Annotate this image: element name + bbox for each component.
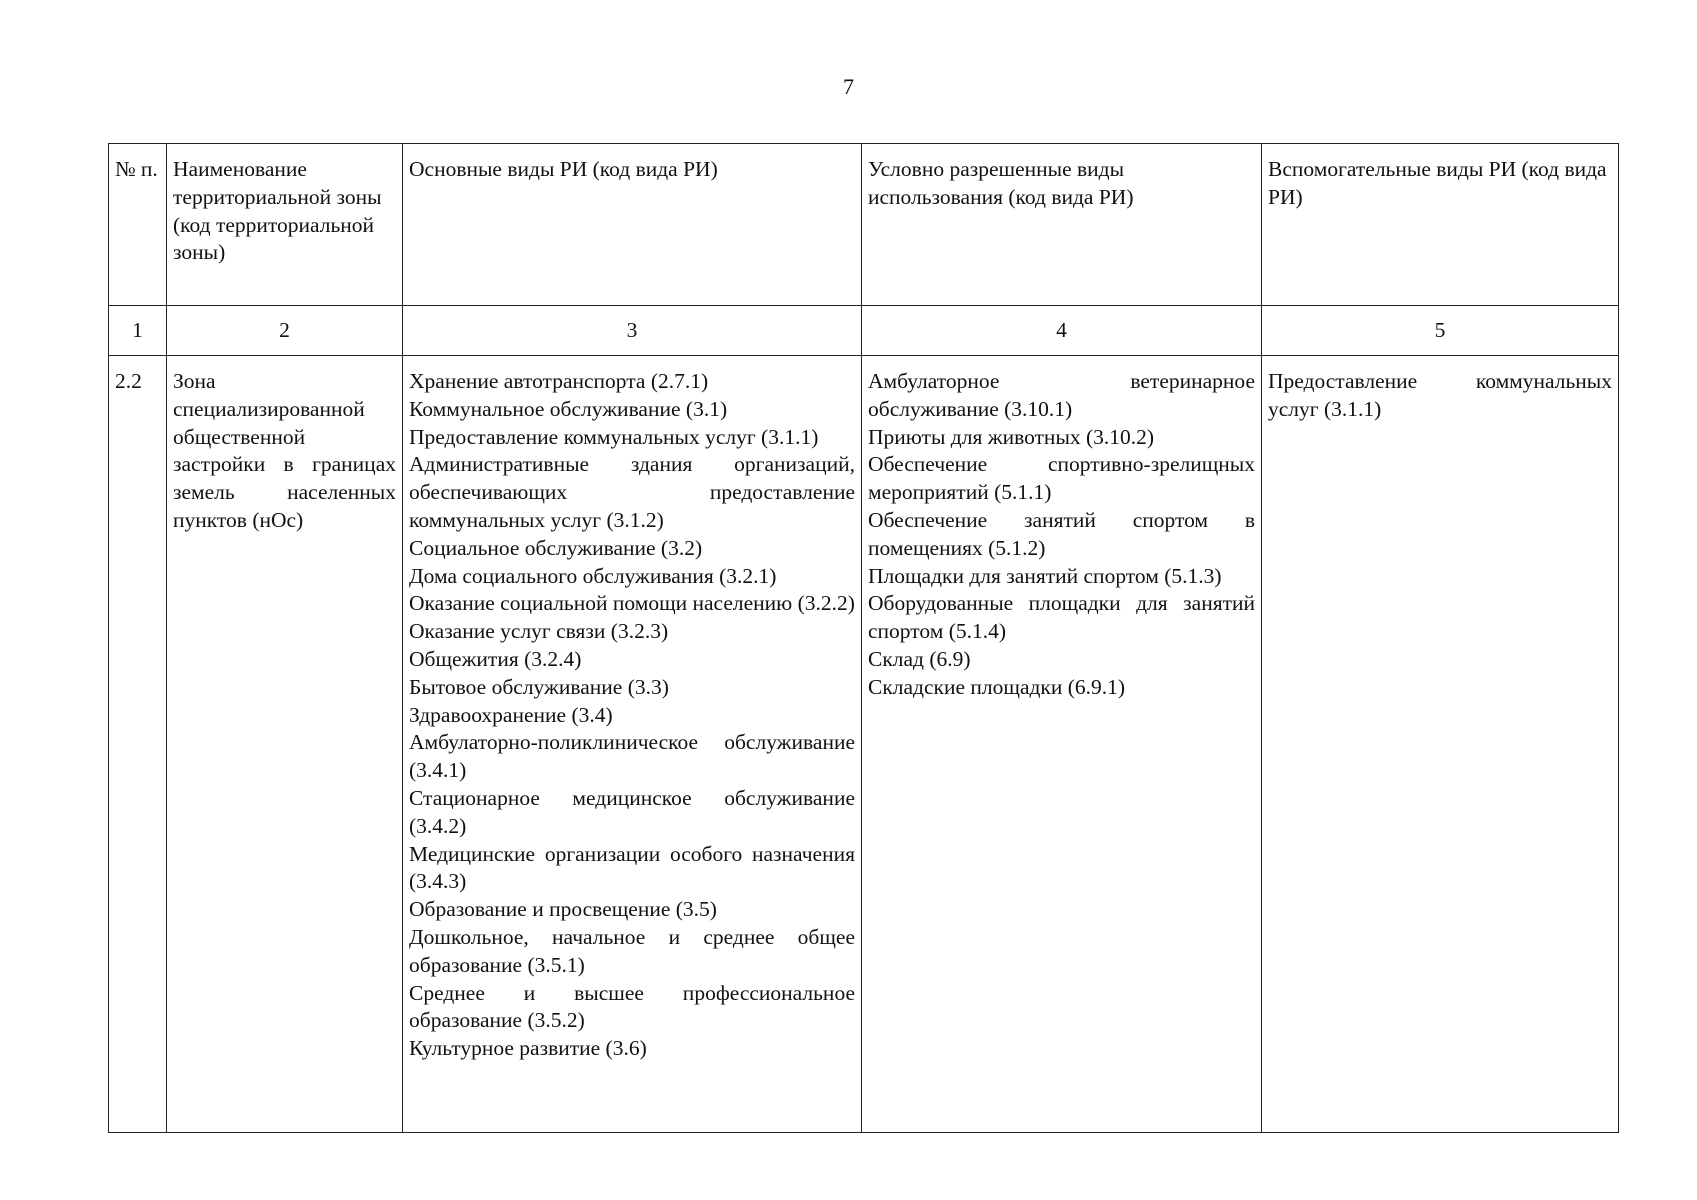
- conditional-use-item: Обеспечение занятий спортом в помещениях (5.1.2): [868, 507, 1255, 560]
- zone-name-cell: [167, 356, 403, 1133]
- column-number: 5: [1262, 306, 1619, 356]
- conditional-use-item: Оборудованные площадки для занятий спортом (5.1.4): [868, 591, 1255, 644]
- main-use-item: Дошкольное, начальное и среднее общее образование (3.5.1): [409, 924, 855, 977]
- main-use-item: Стационарное медицинское обслуживание (3.4.2): [409, 785, 855, 838]
- zoning-table: [108, 143, 1619, 1133]
- row-number: 2.2: [109, 356, 167, 1133]
- auxiliary-uses-cell: [1262, 356, 1619, 1133]
- main-use-item: Оказание социальной помощи населению (3.2.2): [409, 591, 855, 616]
- main-use-item: Образование и просвещение (3.5): [409, 897, 717, 922]
- conditional-use-item: Складские площадки (6.9.1): [868, 674, 1126, 699]
- conditional-use-item: Амбулаторное ветеринарное обслуживание (3.10.1): [868, 369, 1255, 421]
- table-row: [109, 356, 1619, 1133]
- main-use-item: Бытовое обслуживание (3.3): [409, 674, 669, 699]
- conditional-use-item: Склад (6.9): [868, 646, 971, 671]
- main-use-item: Общежития (3.2.4): [409, 646, 582, 671]
- header-zone-name: Наименование территориальной зоны (код территориальной зоны): [167, 144, 403, 306]
- main-use-item: Здравоохранение (3.4): [409, 702, 613, 727]
- column-number: 2: [167, 306, 403, 356]
- table-header-row: [109, 144, 1619, 306]
- header-auxiliary-uses: Вспомогательные виды РИ (код вида РИ): [1262, 144, 1619, 306]
- main-use-item: Административные здания организаций, обеспечивающих предоставление коммунальных услуг (3.1.2): [409, 452, 855, 532]
- conditional-use-item: Приюты для животных (3.10.2): [868, 424, 1155, 449]
- main-use-item: Хранение автотранспорта (2.7.1): [409, 369, 709, 393]
- header-main-uses: Основные виды РИ (код вида РИ): [403, 144, 862, 306]
- header-conditional-uses: Условно разрешенные виды использования (код вида РИ): [862, 144, 1262, 306]
- main-use-item: Социальное обслуживание (3.2): [409, 535, 703, 560]
- page-number: 7: [843, 74, 854, 99]
- main-uses-cell: [403, 356, 862, 1133]
- column-number: 3: [403, 306, 862, 356]
- header-number: № п.: [109, 144, 167, 306]
- main-use-item: Среднее и высшее профессиональное образование (3.5.2): [409, 980, 855, 1033]
- main-use-item: Культурное развитие (3.6): [409, 1036, 647, 1061]
- main-use-item: Дома социального обслуживания (3.2.1): [409, 563, 777, 588]
- main-use-item: Предоставление коммунальных услуг (3.1.1): [409, 424, 819, 449]
- conditional-use-item: Обеспечение спортивно-зрелищных мероприятий (5.1.1): [868, 452, 1255, 505]
- column-number: 1: [109, 306, 167, 356]
- auxiliary-use-item: Предоставление коммунальных услуг (3.1.1): [1268, 369, 1612, 421]
- column-numbers-row: [109, 306, 1619, 356]
- main-use-item: Медицинские организации особого назначения (3.4.3): [409, 841, 855, 894]
- main-use-item: Коммунальное обслуживание (3.1): [409, 396, 728, 421]
- column-number: 4: [862, 306, 1262, 356]
- conditional-uses-cell: [862, 356, 1262, 1133]
- main-use-item: Оказание услуг связи (3.2.3): [409, 619, 669, 644]
- main-use-item: Амбулаторно-поликлиническое обслуживание (3.4.1): [409, 730, 855, 783]
- zone-name: Зона специализированной общественной застройки в границах земель населенных пунктов (нОс): [173, 369, 396, 532]
- conditional-use-item: Площадки для занятий спортом (5.1.3): [868, 563, 1222, 588]
